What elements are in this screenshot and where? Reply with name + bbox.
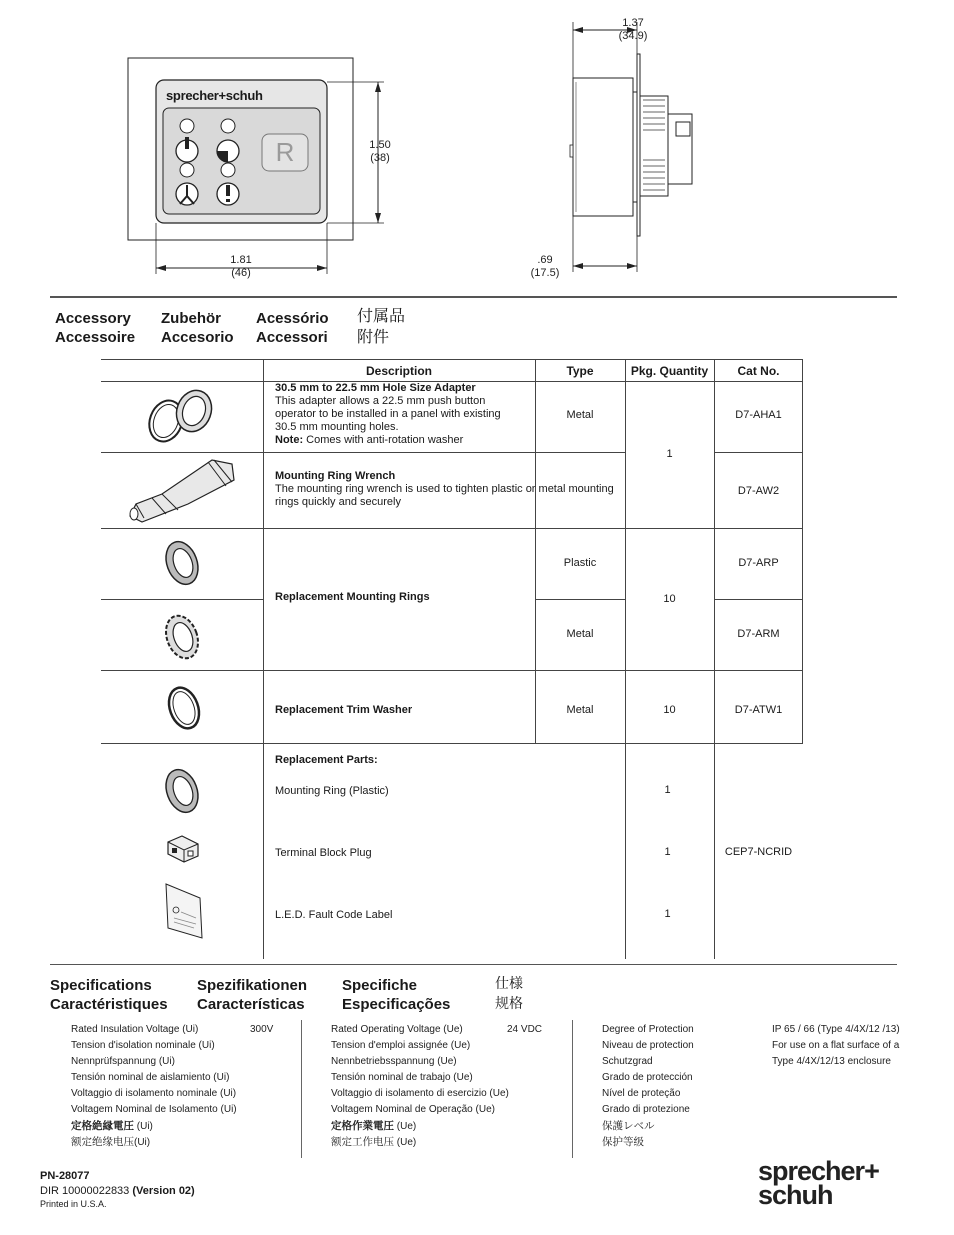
qty-shared-1: 1 xyxy=(666,448,673,460)
adapter-image xyxy=(140,385,220,449)
col-cat: Cat No. xyxy=(737,364,780,378)
adapter-description: 30.5 mm to 22.5 mm Hole Size Adapter This adapter allows a 22.5 mm push button operator to be installed in a panel with existing 30.5 mm mounting holes. Note: Comes with anti-rotation washer xyxy=(275,382,501,446)
metal-ring-image xyxy=(160,610,204,664)
parts-item-3: L.E.D. Fault Code Label xyxy=(275,909,393,921)
dir-number: DIR 10000022833 xyxy=(40,1185,133,1197)
dim-height: 1.50 (38) xyxy=(369,139,391,164)
rings-cat-metal: D7-ARM xyxy=(737,628,780,640)
accessory-heading-de-es: Zubehör Accesorio xyxy=(161,310,234,346)
washer-qty: 10 xyxy=(663,704,676,716)
parts-item-2: Terminal Block Plug xyxy=(275,847,372,859)
technical-drawing xyxy=(0,0,954,300)
dim-panel: .69 (17.5) xyxy=(530,254,560,279)
col-qty: Pkg. Quantity xyxy=(630,364,709,378)
divider-top xyxy=(50,296,897,298)
front-brand: sprecher+schuh xyxy=(166,88,263,103)
col-type: Type xyxy=(566,364,594,378)
specs-heading-de-es: Spezifikationen Características xyxy=(197,977,308,1013)
spec-insulation: Rated Insulation Voltage (Ui) Tension d'isolation nominale (Ui) Nennprüfspannung (Ui) Tensión nominal de aislamiento (Ui) Voltaggio di isolamento nominale (Ui) Voltagem Nominal de Isolamento (Ui) 定格絶縁電圧 (Ui) 额定绝缘电压(Ui) xyxy=(71,1024,237,1148)
specs-heading-cjk: 仕様 规格 xyxy=(495,976,523,1012)
spec-protection-value: IP 65 / 66 (Type 4/4X/12 /13) For use on a flat surface of a Type 4/4X/12/13 enclosure xyxy=(772,1024,900,1067)
rings-cat-plastic: D7-ARP xyxy=(738,557,779,569)
parts-ring-image xyxy=(160,764,204,818)
parts-qty-1: 1 xyxy=(664,784,671,796)
spec-operating-value: 24 VDC xyxy=(507,1024,543,1035)
terminal-plug-image xyxy=(164,832,202,864)
wrench-description: Mounting Ring Wrench The mounting ring wrench is used to tighten plastic or metal mounting rings quickly and securely xyxy=(275,470,614,508)
dim-depth: 1.37 (34.9) xyxy=(618,17,648,42)
dim-width: 1.81 (46) xyxy=(230,254,252,279)
fault-code-label-image xyxy=(160,880,208,942)
spec-protection: Degree of Protection Niveau de protection Schutzgrad Grado de protección Nível de proteção Grado di protezione 保護レベル 保护等级 xyxy=(602,1024,694,1148)
side-view xyxy=(570,22,692,272)
spec-insulation-value: 300V xyxy=(250,1024,274,1035)
divider-specs xyxy=(50,964,897,965)
parts-qty-2: 1 xyxy=(664,846,671,858)
accessory-heading-en-fr: Accessory Accessoire xyxy=(55,310,136,346)
washer-description: Replacement Trim Washer xyxy=(275,704,413,716)
wrench-cat: D7-AW2 xyxy=(737,485,780,497)
printed-in: Printed in U.S.A. xyxy=(40,1199,107,1209)
brand-logo: sprecher+ schuh xyxy=(758,1156,879,1210)
accessory-heading-cjk: 付属品 附件 xyxy=(357,306,406,346)
document-info xyxy=(40,1169,195,1210)
spec-operating: Rated Operating Voltage (Ue) Tension d'emploi assignée (Ue) Nennbetriebsspannung (Ue) Tensión nominal de trabajo (Ue) Voltaggio di isolamento di esercizio (Ue) Voltagem Nominal de Operação (Ue) 定格作業電圧 (Ue) 额定工作电压 (Ue) xyxy=(331,1024,509,1148)
specs-heading-en-fr: Specifications Caractéristiques xyxy=(50,977,168,1013)
rings-type-metal: Metal xyxy=(566,628,594,640)
adapter-type: Metal xyxy=(566,409,594,421)
front-letter: R xyxy=(275,137,295,167)
part-number: PN-28077 xyxy=(40,1170,90,1182)
wrench-image xyxy=(122,452,242,528)
washer-type: Metal xyxy=(566,704,594,716)
rings-type-plastic: Plastic xyxy=(563,557,597,569)
rings-qty: 10 xyxy=(663,593,676,605)
parts-qty-3: 1 xyxy=(664,908,671,920)
plastic-ring-image xyxy=(160,536,204,590)
adapter-cat: D7-AHA1 xyxy=(735,409,782,421)
col-description: Description xyxy=(365,364,432,378)
parts-item-1: Mounting Ring (Plastic) xyxy=(275,785,389,797)
washer-image xyxy=(162,682,206,734)
version: (Version 02) xyxy=(132,1185,195,1197)
washer-cat: D7-ATW1 xyxy=(734,704,783,716)
specs-heading-it-pt: Specifiche Especificações xyxy=(342,977,451,1013)
rings-description: Replacement Mounting Rings xyxy=(275,591,430,603)
accessory-heading-pt-it: Acessório Accessori xyxy=(256,310,329,346)
parts-cat: CEP7-NCRID xyxy=(724,846,793,858)
parts-title: Replacement Parts: xyxy=(275,754,378,766)
